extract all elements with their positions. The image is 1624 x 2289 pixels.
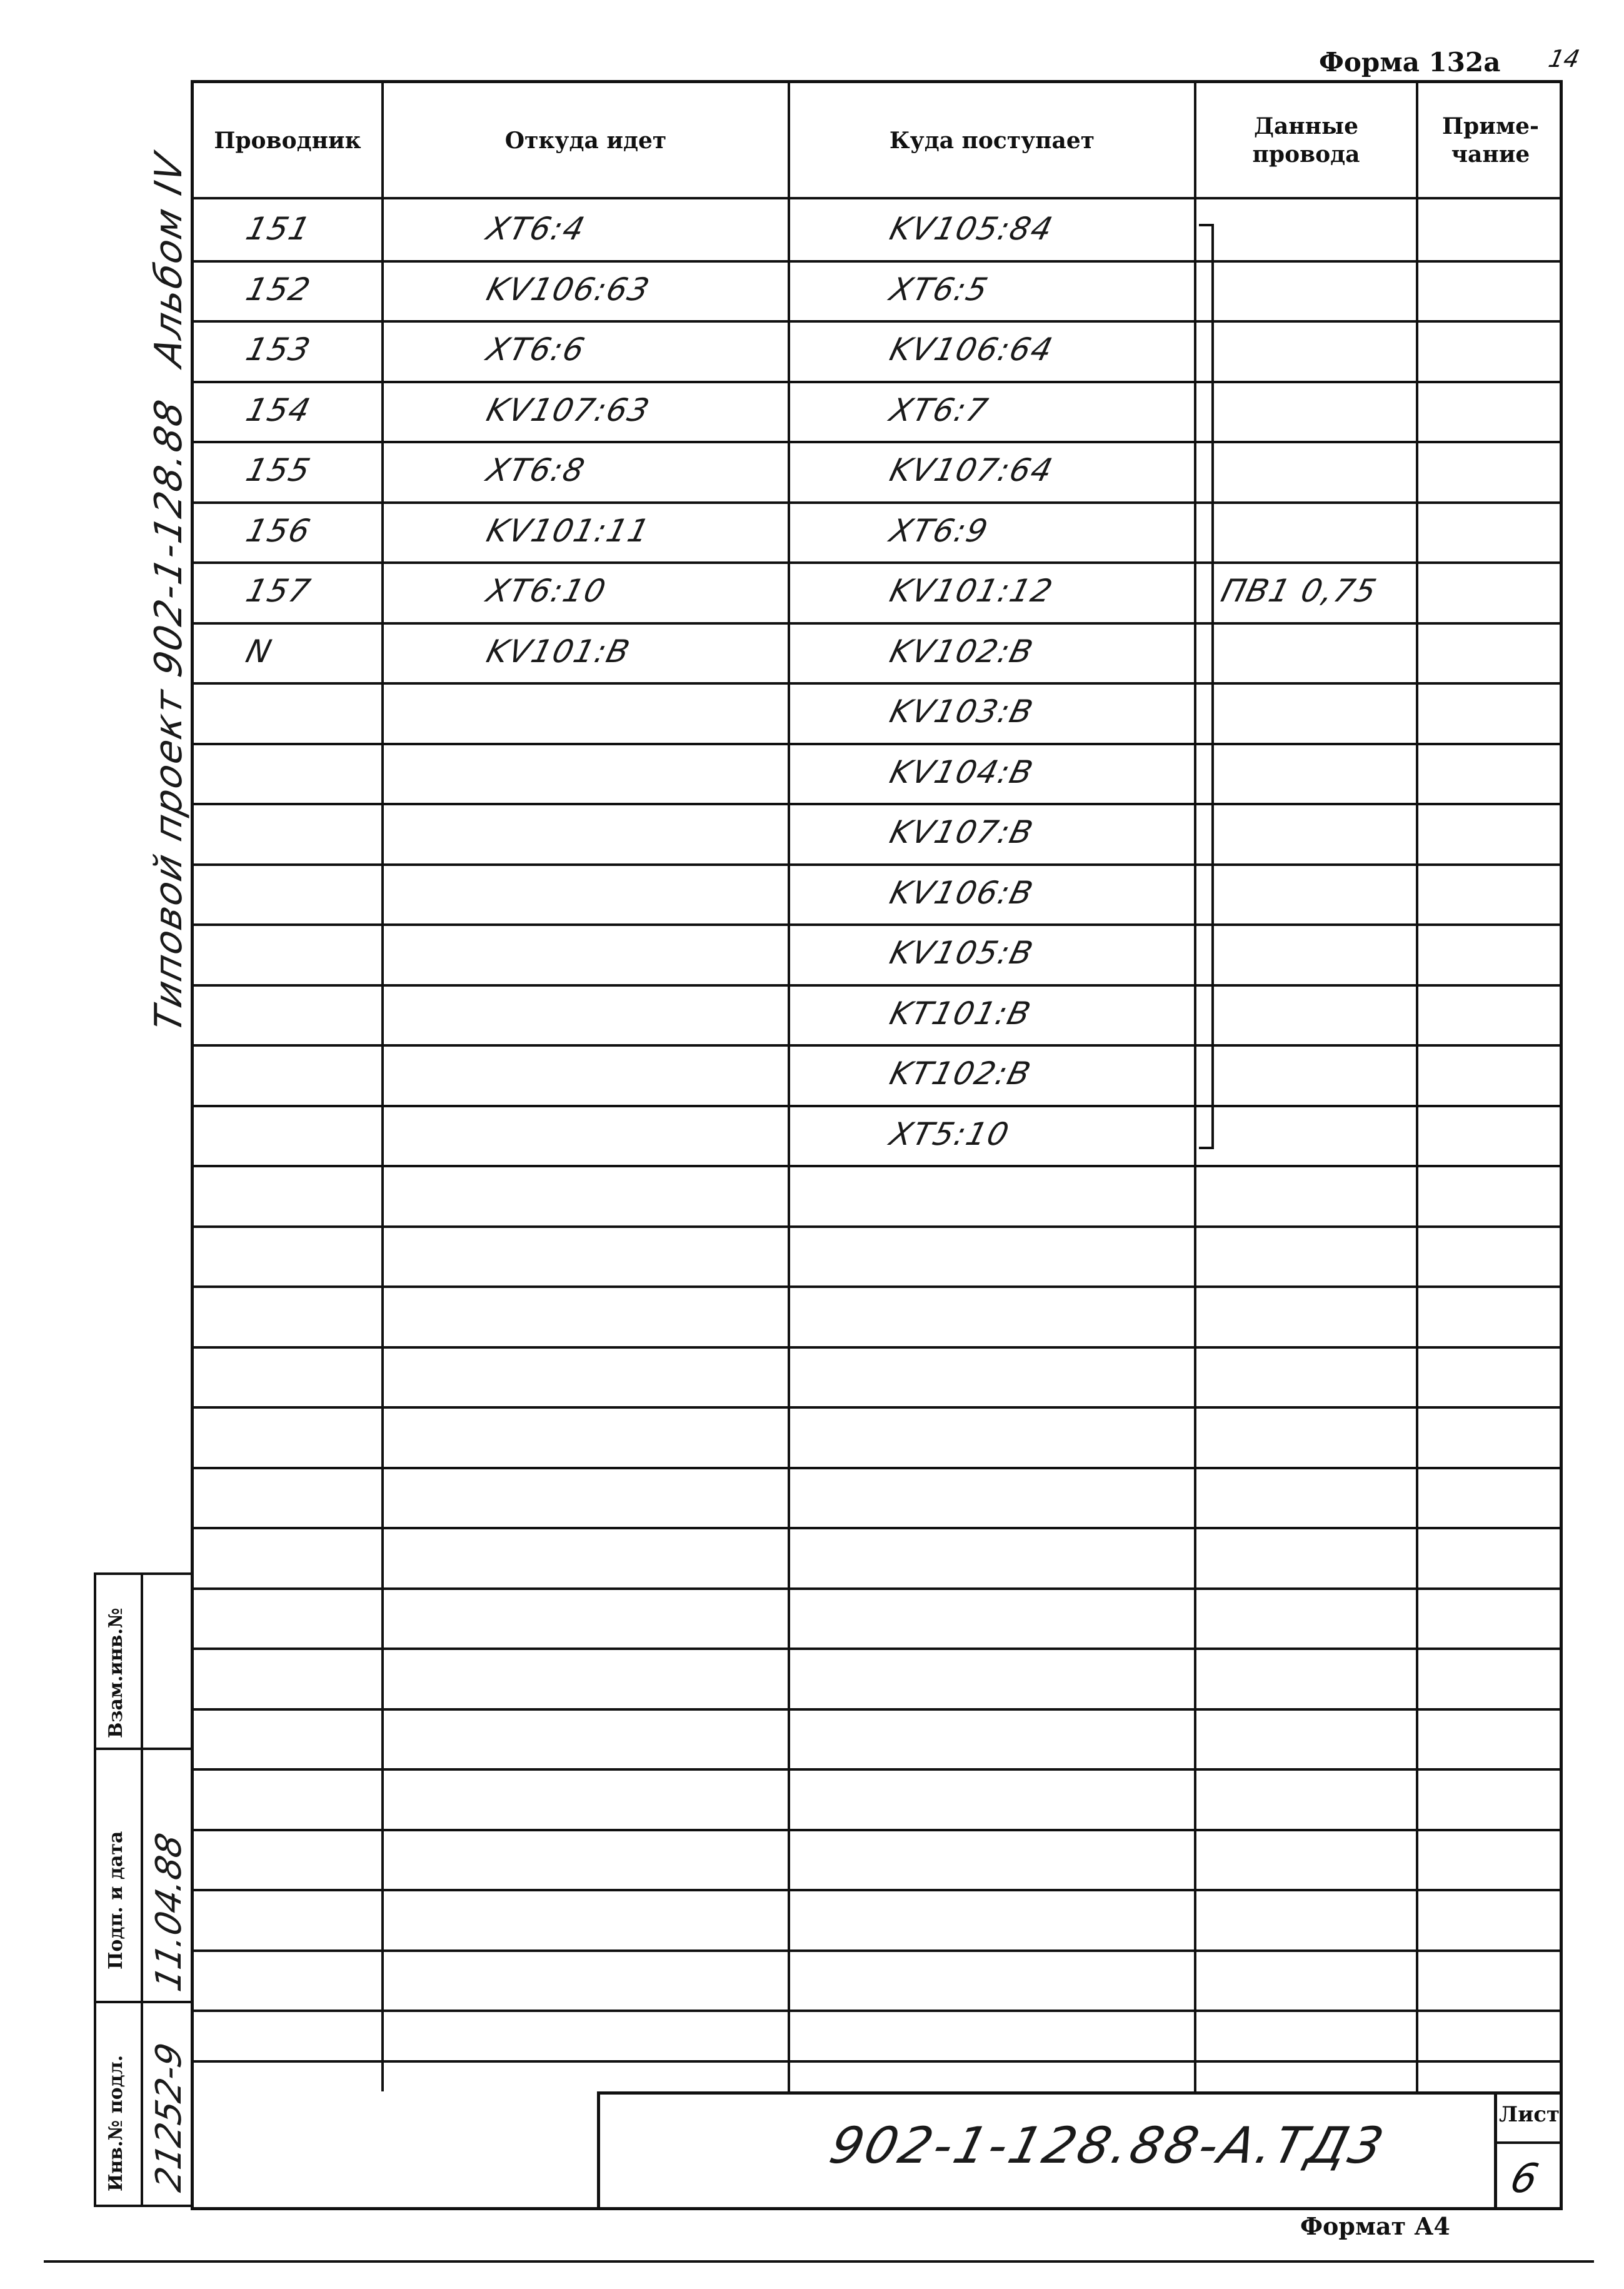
cell-conductor: 152 (242, 271, 315, 308)
row-rule (191, 1346, 1563, 1349)
row-rule (191, 1225, 1563, 1228)
cell-to: KV105:84 (886, 211, 1058, 247)
row-rule (191, 984, 1563, 987)
row-rule (191, 1768, 1563, 1771)
row-rule (191, 622, 1563, 625)
cell-from: KV106:63 (483, 271, 654, 308)
row-rule (191, 1406, 1563, 1409)
row-rule (191, 1044, 1563, 1047)
original-inv-value: 21252-9 (149, 2039, 189, 2196)
row-rule (191, 381, 1563, 383)
cell-conductor: 156 (242, 513, 315, 549)
cell-from: KV107:63 (483, 392, 654, 428)
cell-to: KV103:B (886, 693, 1038, 730)
row-rule (191, 1829, 1563, 1831)
cell-conductor: 154 (242, 392, 315, 428)
bottom-rule (44, 2260, 1594, 2263)
header-conductor: Проводник (214, 127, 361, 154)
row-rule (191, 561, 1563, 564)
row-rule (191, 1467, 1563, 1469)
cell-wire-data: ПВ1 0,75 (1217, 573, 1381, 609)
cell-from: XT6:8 (483, 452, 589, 488)
cell-conductor: 151 (242, 211, 315, 247)
row-rule (191, 803, 1563, 805)
cell-to: KV105:B (886, 935, 1038, 971)
row-rule (191, 320, 1563, 323)
row-rule (191, 1949, 1563, 1952)
title-block-rule (191, 2060, 1563, 2063)
cell-from: KV101:B (483, 633, 634, 670)
cell-conductor: N (242, 633, 276, 670)
cell-conductor: 153 (242, 331, 315, 368)
original-inv-label: Инв.№ подл. (105, 2055, 127, 2191)
row-rule (191, 501, 1563, 504)
cell-to: KV106:B (886, 875, 1038, 911)
sheet-number: 6 (1505, 2156, 1543, 2202)
cell-from: XT6:6 (483, 331, 589, 368)
cell-to: XT5:10 (886, 1116, 1014, 1152)
row-rule (191, 1648, 1563, 1650)
cell-to: KT102:B (886, 1055, 1036, 1092)
row-rule (191, 1105, 1563, 1107)
project-inscription: Типовой проект 902-1-128.88 (147, 394, 191, 1037)
header-note: Приме- чание (1442, 113, 1539, 168)
cell-to: KV106:64 (886, 331, 1058, 368)
row-rule (191, 682, 1563, 685)
header-wire-data: Данные провода (1252, 113, 1360, 168)
cell-from: XT6:10 (483, 573, 611, 609)
header-to: Куда поступает (889, 127, 1095, 154)
signature-date-label: Подп. и дата (105, 1831, 127, 1970)
sheet-label: Лист (1499, 2102, 1560, 2127)
row-rule (191, 2010, 1563, 2012)
header-from: Откуда идет (504, 127, 667, 154)
stamp-divider (94, 1748, 194, 1750)
replaced-inv-label: Взам.инв.№ (105, 1607, 127, 1738)
cell-to: KV107:B (886, 814, 1038, 850)
cell-to: XT6:9 (886, 513, 993, 549)
cell-conductor: 155 (242, 452, 315, 488)
cell-to: KV104:B (886, 754, 1038, 790)
row-rule (191, 1587, 1563, 1590)
format-label: Формат А4 (1300, 2212, 1450, 2240)
album-inscription: Альбом IV (147, 148, 191, 371)
cell-to: KV101:12 (886, 573, 1058, 609)
cell-to: KT101:B (886, 995, 1036, 1032)
row-rule (191, 1708, 1563, 1711)
wire-data-bracket (1199, 224, 1214, 1149)
stamp-divider (141, 1572, 143, 2207)
sheet-box-divider (1494, 2141, 1563, 2144)
cell-from: XT6:4 (483, 211, 589, 247)
signature-date-value: 11.04.88 (149, 1829, 189, 1996)
cell-from: KV101:11 (483, 513, 654, 549)
row-rule (191, 441, 1563, 443)
row-rule (191, 1527, 1563, 1529)
cell-to: KV102:B (886, 633, 1038, 670)
row-rule (191, 863, 1563, 866)
row-rule (191, 1165, 1563, 1167)
cell-conductor: 157 (242, 573, 315, 609)
header-rule (191, 197, 1563, 199)
row-rule (191, 1889, 1563, 1891)
row-rule (191, 923, 1563, 926)
row-rule (191, 1285, 1563, 1288)
cell-to: XT6:5 (886, 271, 993, 308)
stamp-divider (94, 2001, 194, 2003)
row-rule (191, 743, 1563, 745)
document-code: 902-1-128.88-А.ТД3 (824, 2116, 1392, 2175)
cell-to: XT6:7 (886, 392, 993, 428)
sheet-index: 14 (1546, 45, 1583, 73)
cell-to: KV107:64 (886, 452, 1058, 488)
row-rule (191, 260, 1563, 263)
form-label: Форма 132а (1319, 47, 1501, 78)
